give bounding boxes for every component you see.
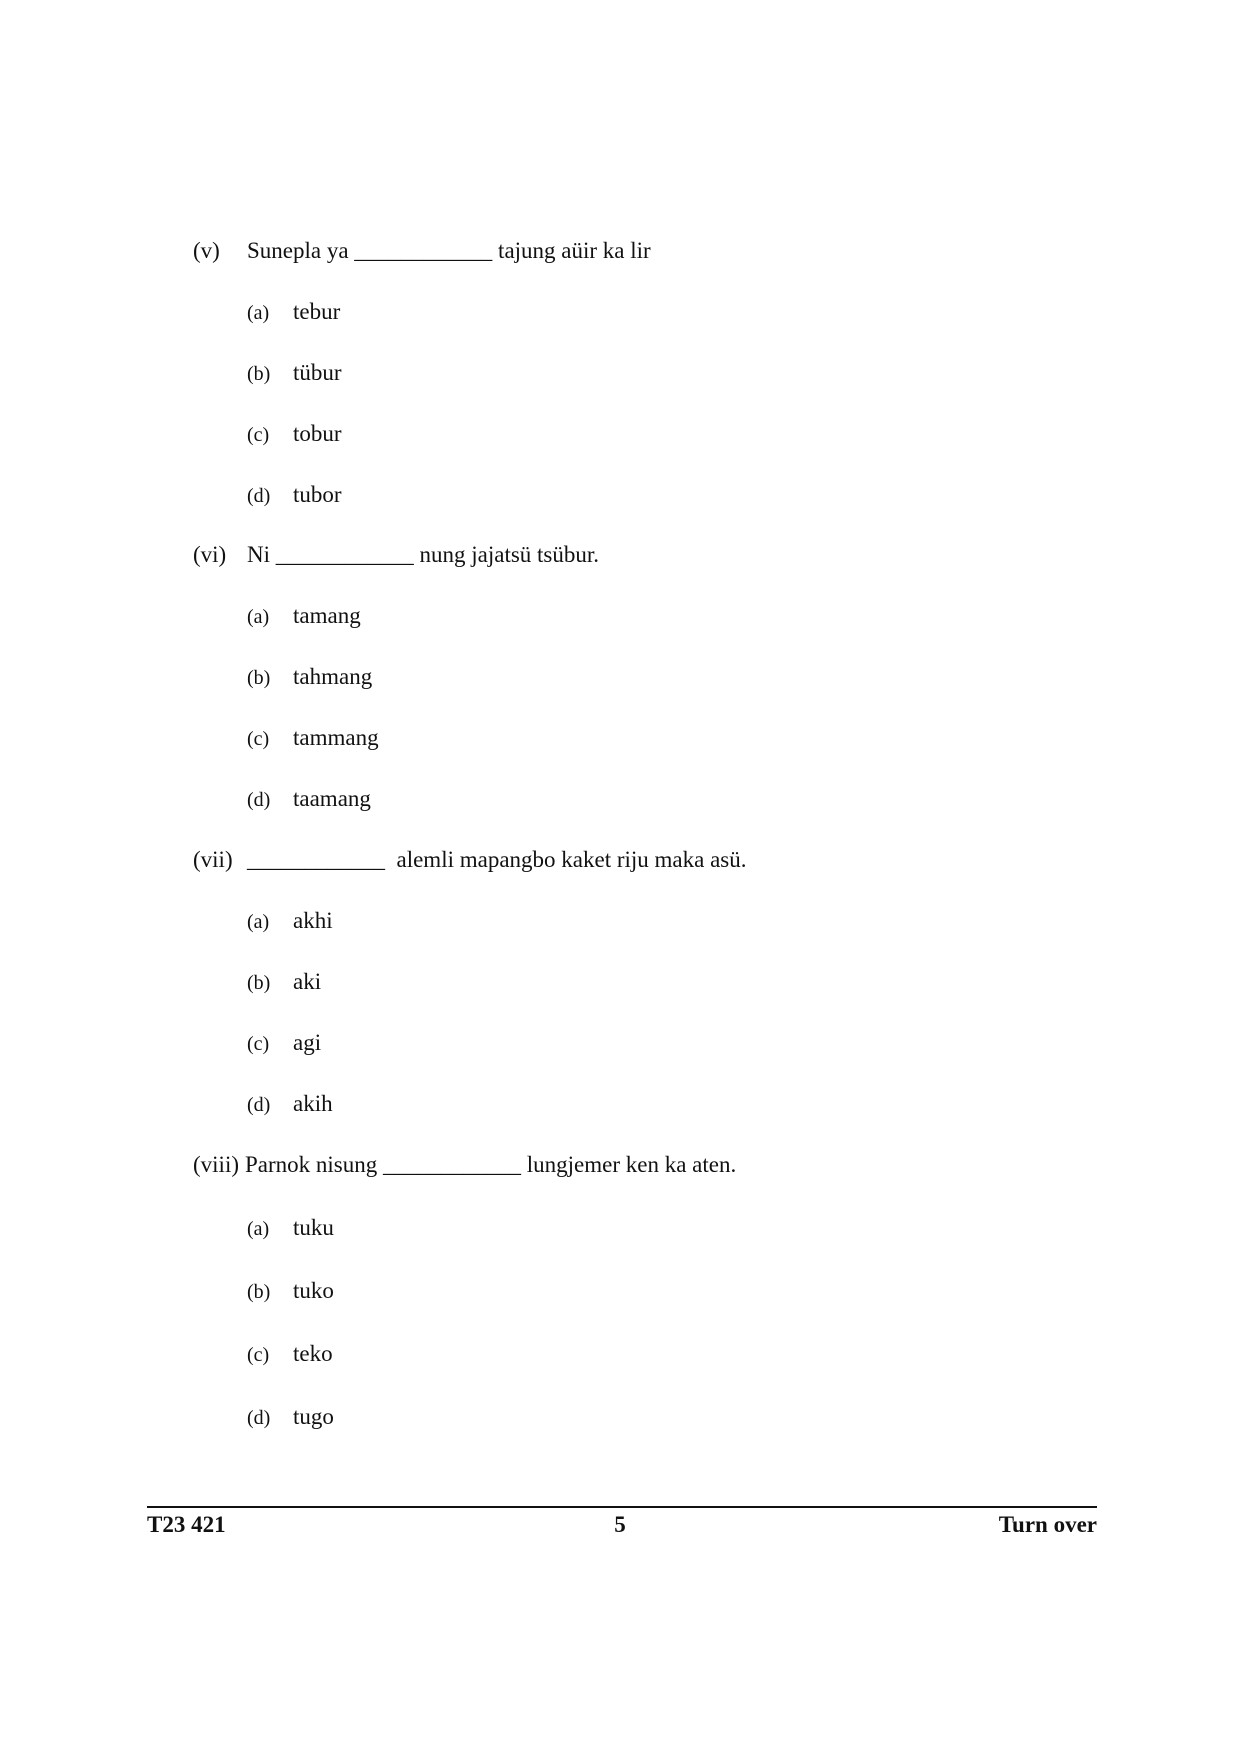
option-viii-d bbox=[247, 1402, 334, 1433]
option-letter: (b) bbox=[247, 972, 271, 994]
question-vii bbox=[193, 845, 747, 875]
question-text: ____________ alemli mapangbo kaket riju maka asü. bbox=[247, 847, 747, 872]
option-text: aki bbox=[293, 969, 322, 994]
option-vii-c bbox=[247, 1028, 321, 1059]
option-vi-b bbox=[247, 662, 372, 693]
option-text: tübur bbox=[293, 360, 342, 385]
option-letter: (a) bbox=[247, 1218, 270, 1240]
question-text: Parnok nisung ____________ lungjemer ken ka aten. bbox=[245, 1152, 737, 1177]
option-letter: (c) bbox=[247, 728, 270, 750]
option-letter: (c) bbox=[247, 424, 270, 446]
option-letter: (a) bbox=[247, 606, 270, 628]
option-letter: (b) bbox=[247, 363, 271, 385]
option-letter: (a) bbox=[247, 911, 270, 933]
option-letter: (b) bbox=[247, 667, 271, 689]
option-vi-d bbox=[247, 784, 371, 815]
paper-code: T23 421 bbox=[147, 1512, 226, 1537]
option-vi-c bbox=[247, 723, 379, 754]
question-vi bbox=[193, 540, 599, 570]
question-number: (vii) bbox=[193, 847, 233, 872]
option-v-d bbox=[247, 480, 342, 511]
option-letter: (a) bbox=[247, 302, 270, 324]
option-letter: (d) bbox=[247, 1407, 271, 1429]
option-vii-d bbox=[247, 1089, 333, 1120]
question-number: (viii) bbox=[193, 1152, 239, 1177]
option-vii-a bbox=[247, 906, 333, 937]
option-text: tuku bbox=[293, 1215, 334, 1240]
option-viii-c bbox=[247, 1339, 333, 1370]
question-v bbox=[193, 236, 651, 266]
question-number: (v) bbox=[193, 238, 220, 263]
question-text: Sunepla ya ____________ tajung aüir ka lir bbox=[247, 238, 651, 263]
footer-divider bbox=[147, 1506, 1097, 1508]
option-v-b bbox=[247, 358, 342, 389]
option-letter: (b) bbox=[247, 1281, 271, 1303]
option-text: akhi bbox=[293, 908, 333, 933]
option-letter: (c) bbox=[247, 1344, 270, 1366]
option-vi-a bbox=[247, 601, 361, 632]
option-letter: (d) bbox=[247, 1094, 271, 1116]
option-letter: (c) bbox=[247, 1033, 270, 1055]
option-viii-b bbox=[247, 1276, 334, 1307]
option-text: teko bbox=[293, 1341, 333, 1366]
option-vii-b bbox=[247, 967, 321, 998]
page-number: 5 bbox=[614, 1512, 626, 1537]
option-v-c bbox=[247, 419, 342, 450]
question-number: (vi) bbox=[193, 542, 227, 567]
option-v-a bbox=[247, 297, 340, 328]
option-text: akih bbox=[293, 1091, 333, 1116]
question-viii bbox=[193, 1150, 736, 1180]
option-letter: (d) bbox=[247, 789, 271, 811]
option-text: agi bbox=[293, 1030, 322, 1055]
option-text: tugo bbox=[293, 1404, 334, 1429]
option-text: tubor bbox=[293, 482, 342, 507]
option-text: tebur bbox=[293, 299, 341, 324]
option-text: tuko bbox=[293, 1278, 334, 1303]
option-text: tamang bbox=[293, 603, 361, 628]
option-text: tammang bbox=[293, 725, 379, 750]
option-viii-a bbox=[247, 1213, 334, 1244]
option-text: taamang bbox=[293, 786, 371, 811]
option-text: tobur bbox=[293, 421, 342, 446]
question-text: Ni ____________ nung jajatsü tsübur. bbox=[247, 542, 600, 567]
option-text: tahmang bbox=[293, 664, 373, 689]
turn-over-label: Turn over bbox=[998, 1512, 1097, 1537]
option-letter: (d) bbox=[247, 485, 271, 507]
